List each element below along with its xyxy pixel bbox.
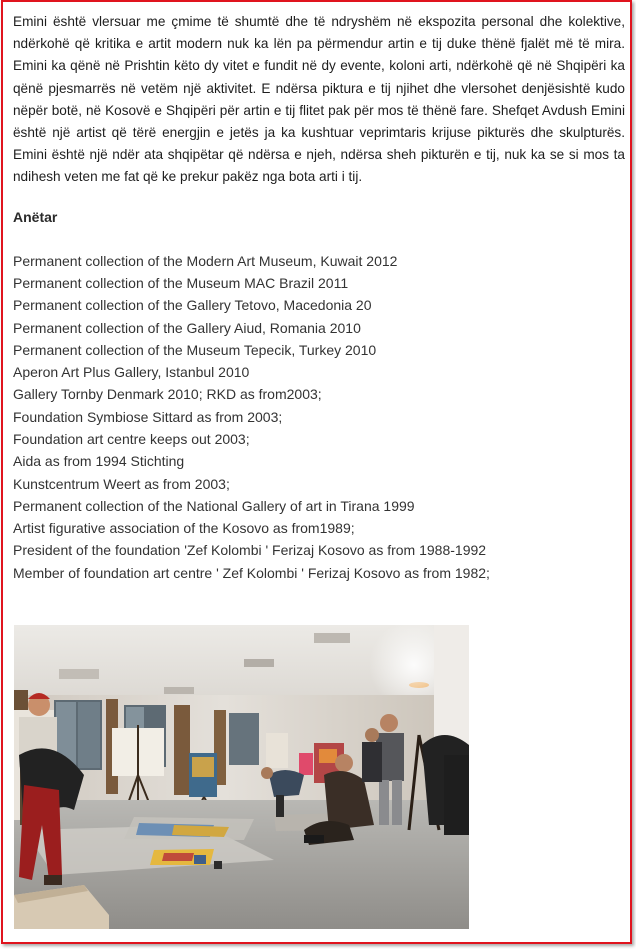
list-item: Permanent collection of the Gallery Tetovo, Macedonia 20 <box>13 297 372 314</box>
list-item: Foundation art centre keeps out 2003; <box>13 431 250 447</box>
section-title: Anëtar <box>13 208 58 225</box>
article-content <box>13 11 625 584</box>
list-item: Aperon Art Plus Gallery, Istanbul 2010 <box>13 364 250 381</box>
list-item: Aida as from 1994 Stichting <box>13 453 185 470</box>
art-studio-photo <box>14 625 469 929</box>
list-item: Foundation Symbiose Sittard as from 2003; <box>13 408 283 425</box>
membership-list <box>13 250 625 584</box>
list-item: Member of foundation art centre ' Zef Kolombi ' Ferizaj Kosovo as from 1982; <box>13 564 490 581</box>
list-item: Gallery Tornby Denmark 2010; RKD as from2003; <box>13 386 322 403</box>
list-item: Permanent collection of the National Gallery of art in Tirana 1999 <box>13 497 415 514</box>
list-item: Permanent collection of the Modern Art Museum, Kuwait 2012 <box>13 252 398 269</box>
list-item: President of the foundation 'Zef Kolombi ' Ferizaj Kosovo as from 1988-1992 <box>13 542 487 559</box>
list-item: Permanent collection of the Museum Tepecik, Turkey 2010 <box>13 341 377 358</box>
list-item: Artist figurative association of the Kosovo as from1989; <box>13 520 355 537</box>
list-item: Permanent collection of the Gallery Aiud, Romania 2010 <box>13 319 361 336</box>
list-item: Kunstcentrum Weert as from 2003; <box>13 475 230 492</box>
intro-paragraph: Emini është vlersuar me çmime të shumtë dhe të ndryshëm në ekspozita personal dhe kolektive, ndërkohë që kritika e artit modern nuk ka lën pa përmendur artin e tij duke thënë fjalët më të mira. Emini ka qënë në Prishtin këto dy vitet e fundit në dy evente, koloni arti, ndërkohë që në Shqipëri ka qënë pjesmarrës në vetëm një aktivitet. E ndërsa piktura e tij njihet dhe vlersohet denjësishtë kudo nëpër botë, në Kosovë e Shqipëri për artin e tij flitet pak për mos të thënë fare. Shefqet Avdush Emini është një artist që tërë energjin e jetës ja ka kushtuar veprimtaris krijuse pikturës dhe skulpturës. Emini është një ndër ata shqipëtar që ndërsa e njeh, ndërsa sheh pikturën e tij, nuk ka se si mos ta ndihesh veten me fat që ke prekur pakëz nga bota arti i tij. <box>13 14 625 185</box>
photo-illustration <box>14 625 469 929</box>
list-item: Permanent collection of the Museum MAC Brazil 2011 <box>13 274 349 291</box>
